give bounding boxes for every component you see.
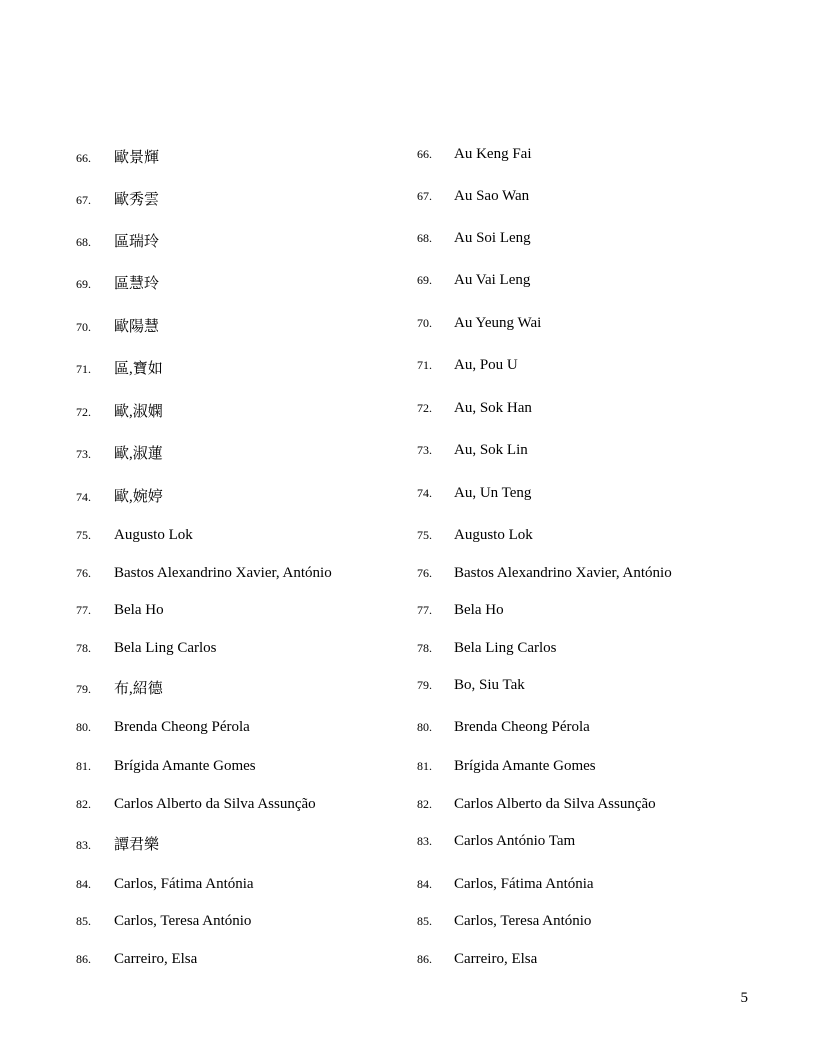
item-name: Carlos Alberto da Silva Assunção [454,796,656,812]
item-number: 86. [417,952,432,966]
item-number: 83. [76,838,91,852]
item-name: Carlos, Teresa António [454,913,592,929]
list-item [417,315,541,332]
item-name: Bela Ling Carlos [454,640,557,656]
item-name: Carlos, Fátima Antónia [114,876,254,892]
item-number: 85. [76,914,91,928]
item-name: Augusto Lok [114,527,193,543]
item-number: 68. [76,235,91,249]
item-number: 78. [417,641,432,655]
item-number: 72. [417,401,432,415]
list-item [76,146,159,167]
item-number: 79. [76,682,91,696]
item-name: Carlos, Fátima Antónia [454,876,594,892]
item-name: 區瑞玲 [114,234,160,250]
list-item [76,442,163,463]
item-number: 79. [417,678,432,692]
item-number: 72. [76,405,91,419]
item-name: Au, Pou U [454,357,518,373]
list-item [76,876,254,893]
list-item [417,485,531,502]
list-item [417,442,528,459]
item-number: 69. [417,273,432,287]
item-name: Carreiro, Elsa [454,951,538,967]
item-name: Au Sao Wan [454,188,530,204]
item-number: 75. [417,528,432,542]
item-number: 82. [417,797,432,811]
item-name: Au, Sok Han [454,400,532,416]
item-number: 86. [76,952,91,966]
list-item [76,400,163,421]
item-number: 71. [76,362,91,376]
item-name: 歐,婉婷 [114,489,163,505]
item-name: Bo, Siu Tak [454,677,525,693]
item-number: 66. [76,151,91,165]
list-item [417,719,590,736]
list-item [417,565,672,582]
list-item [76,833,159,854]
item-number: 83. [417,834,432,848]
item-name: 布,紹德 [114,681,163,697]
item-name: Au, Sok Lin [454,442,528,458]
item-number: 82. [76,797,91,811]
item-number: 71. [417,358,432,372]
item-name: Brenda Cheong Pérola [454,719,590,735]
list-item [417,188,529,205]
list-item [417,230,531,247]
item-name: Brenda Cheong Pérola [114,719,250,735]
list-item [76,272,159,293]
item-number: 70. [76,320,91,334]
item-number: 73. [76,447,91,461]
item-number: 69. [76,277,91,291]
list-item [417,640,556,657]
item-name: 區,寶如 [114,361,163,377]
item-number: 80. [417,720,432,734]
list-item [417,913,591,930]
item-name: Augusto Lok [454,527,533,543]
item-number: 80. [76,720,91,734]
item-number: 76. [76,566,91,580]
list-item [417,796,656,813]
item-name: 歐陽慧 [114,319,160,335]
item-number: 73. [417,443,432,457]
list-item [417,876,594,893]
item-name: Au Keng Fai [454,146,532,162]
list-item [417,527,533,544]
item-name: Carlos, Teresa António [114,913,252,929]
item-name: 歐,淑蓮 [114,446,163,462]
item-name: Bela Ho [454,602,504,618]
list-item [76,230,159,251]
list-item [76,913,251,930]
list-item [417,833,575,850]
list-item [417,400,532,417]
item-number: 84. [417,877,432,891]
item-name: Bastos Alexandrino Xavier, António [114,565,332,581]
item-number: 77. [417,603,432,617]
list-item [76,315,159,336]
item-number: 76. [417,566,432,580]
list-item [76,719,250,736]
item-name: 歐景輝 [114,150,160,166]
page-number: 5 [740,990,748,1006]
list-item [417,758,596,775]
item-name: Brígida Amante Gomes [114,758,256,774]
item-name: 歐,淑嫻 [114,404,163,420]
item-number: 67. [417,189,432,203]
item-name: Carlos António Tam [454,833,576,849]
item-name: 歐秀雲 [114,192,160,208]
item-name: Carreiro, Elsa [114,951,198,967]
list-item [76,602,164,619]
item-number: 66. [417,147,432,161]
item-number: 84. [76,877,91,891]
list-item [417,602,504,619]
item-name: Au Soi Leng [454,230,531,246]
list-item [76,677,163,698]
list-item [76,758,256,775]
item-name: Brígida Amante Gomes [454,758,596,774]
item-name: Au, Un Teng [454,485,532,501]
list-item [417,272,530,289]
list-item [417,146,532,163]
item-number: 67. [76,193,91,207]
item-number: 68. [417,231,432,245]
item-number: 78. [76,641,91,655]
item-number: 74. [417,486,432,500]
item-name: Bastos Alexandrino Xavier, António [454,565,672,581]
list-item [76,357,163,378]
list-item [76,527,193,544]
list-item [417,951,537,968]
list-item [76,796,316,813]
item-name: Au Yeung Wai [454,315,542,331]
item-number: 70. [417,316,432,330]
item-name: 譚君樂 [114,837,160,853]
item-name: Au Vai Leng [454,272,531,288]
item-number: 81. [417,759,432,773]
list-item [76,485,163,506]
item-number: 75. [76,528,91,542]
list-item [417,357,518,374]
item-number: 81. [76,759,91,773]
list-item [76,640,216,657]
list-item [76,951,197,968]
item-name: Carlos Alberto da Silva Assunção [114,796,316,812]
item-name: 區慧玲 [114,276,160,292]
list-item [417,677,525,694]
item-number: 74. [76,490,91,504]
list-item [76,188,159,209]
item-number: 85. [417,914,432,928]
list-item [76,565,332,582]
item-number: 77. [76,603,91,617]
item-name: Bela Ho [114,602,164,618]
item-name: Bela Ling Carlos [114,640,217,656]
